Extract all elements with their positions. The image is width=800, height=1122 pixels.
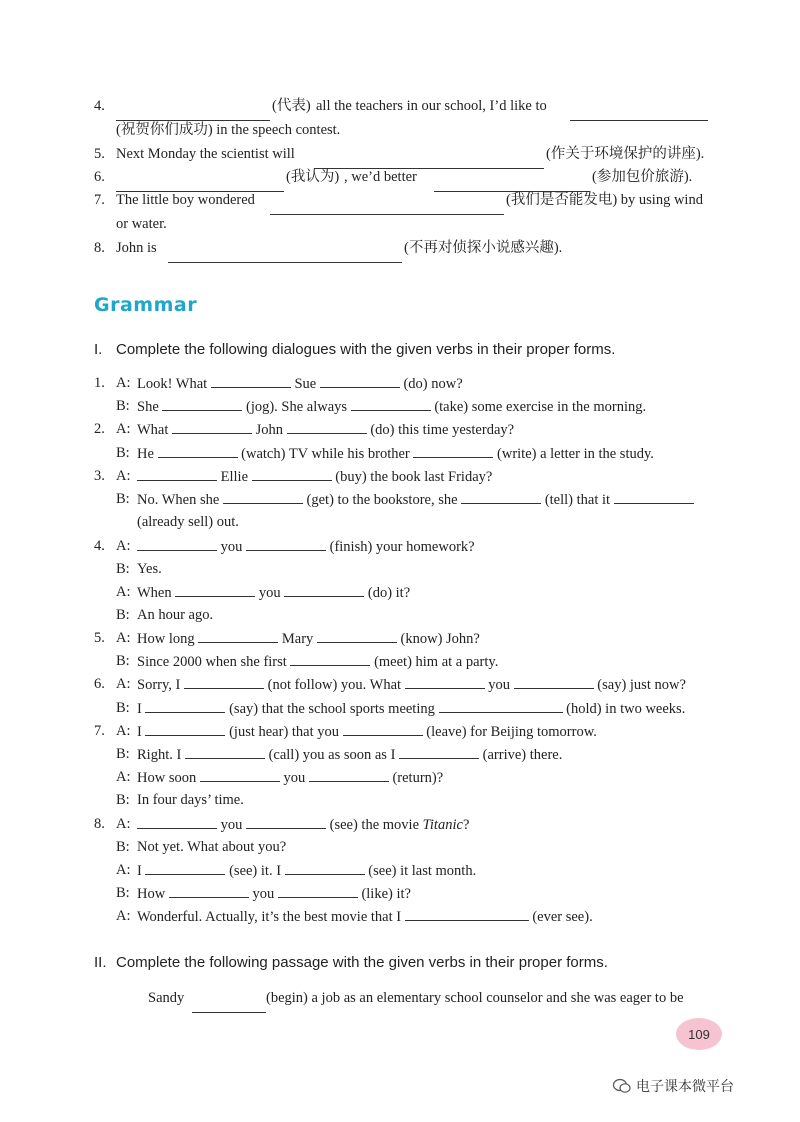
item-text: (祝贺你们成功) in the speech contest. [116, 122, 341, 138]
dialogue-segment: (write) a letter in the study. [493, 446, 654, 462]
dialogue-segment: (jog). She always [242, 399, 351, 415]
watermark-text: 电子课本微平台 [636, 1079, 734, 1095]
speaker-label: B: [116, 561, 130, 577]
speaker-label: B: [116, 746, 130, 762]
dialogue-segment: An hour ago. [137, 607, 214, 623]
dialogue-segment: you [279, 770, 309, 786]
speaker-label: B: [116, 445, 130, 461]
answer-blank[interactable] [223, 489, 303, 504]
answer-blank[interactable] [514, 674, 594, 689]
watermark [612, 1076, 734, 1096]
item-text: or water. [116, 216, 167, 232]
dialogue-segment: you [484, 677, 514, 693]
answer-blank[interactable] [246, 536, 326, 551]
speaker-label: B: [116, 607, 130, 623]
answer-blank[interactable] [145, 721, 225, 736]
speaker-label: A: [116, 769, 131, 785]
dialogue-segment: Right. I [137, 747, 185, 763]
answer-blank[interactable] [314, 144, 544, 168]
answer-blank[interactable] [169, 883, 249, 898]
dialogue-text [137, 767, 443, 788]
dialogue-number: 4. [94, 538, 105, 554]
dialogue-segment: (tell) that it [541, 492, 614, 508]
answer-blank[interactable] [137, 466, 217, 481]
dialogue-text [137, 837, 286, 857]
dialogue-segment: Since 2000 when she first [137, 654, 291, 670]
speaker-label: B: [116, 792, 130, 808]
answer-blank[interactable] [461, 489, 541, 504]
dialogue-segment: (like) it? [357, 886, 411, 902]
answer-blank[interactable] [246, 814, 326, 829]
answer-blank[interactable] [145, 698, 225, 713]
item-text: , we’d better [344, 169, 417, 185]
dialogue-segment: Sorry, I [137, 677, 184, 693]
answer-blank[interactable] [198, 628, 278, 643]
answer-blank[interactable] [399, 744, 479, 759]
dialogue-text [137, 536, 475, 557]
dialogue-segment: What [137, 422, 173, 438]
answer-blank[interactable] [351, 396, 431, 411]
dialogue-text [137, 582, 410, 603]
dialogue-segment: She [137, 399, 163, 415]
dialogue-number: 6. [94, 676, 105, 692]
speaker-label: A: [116, 908, 131, 924]
dialogue-segment: (say) that the school sports meeting [225, 701, 439, 717]
speaker-label: A: [116, 630, 131, 646]
answer-blank[interactable] [137, 814, 217, 829]
dialogue-segment: How long [137, 631, 199, 647]
dialogue-segment: you [248, 886, 278, 902]
answer-blank[interactable] [405, 906, 529, 921]
passage-line [148, 988, 714, 1012]
dialogue-number: 5. [94, 630, 105, 646]
dialogue-text [137, 559, 162, 579]
page-number: 109 [688, 1026, 710, 1042]
dialogue-text [137, 721, 597, 742]
answer-blank[interactable] [405, 674, 485, 689]
dialogue-text [137, 489, 694, 510]
answer-blank[interactable] [168, 238, 402, 262]
answer-blank[interactable] [185, 744, 265, 759]
answer-blank[interactable] [309, 767, 389, 782]
speaker-label: B: [116, 398, 130, 414]
dialogue-segment: Titanic [422, 817, 463, 833]
passage-text: (begin) a job as an elementary school counselor and she was eager to be [266, 990, 684, 1006]
dialogue-segment: you [217, 817, 246, 833]
dialogue-segment: No. When she [137, 492, 223, 508]
dialogue-number: 2. [94, 421, 105, 437]
dialogue-text [137, 605, 213, 625]
speaker-label: A: [116, 538, 131, 554]
dialogue-segment: (finish) your homework? [326, 539, 475, 555]
dialogue-text [137, 512, 239, 532]
answer-blank[interactable] [211, 373, 291, 388]
item-text: The little boy wondered [116, 192, 255, 208]
dialogue-segment: (just hear) that you [225, 724, 343, 740]
section-numeral: I. [94, 341, 103, 358]
dialogue-segment: He [137, 446, 158, 462]
answer-blank[interactable] [200, 767, 280, 782]
dialogue-segment: (do) this time yesterday? [366, 422, 515, 438]
item-number: 5. [94, 146, 105, 162]
answer-blank[interactable] [287, 419, 367, 434]
answer-blank[interactable] [270, 190, 504, 214]
item-4-line-1 [94, 96, 714, 120]
answer-blank[interactable] [116, 167, 284, 191]
hint-text: (不再对侦探小说感兴趣). [404, 240, 563, 256]
speaker-label: A: [116, 421, 131, 437]
dialogue-segment: How [137, 886, 169, 902]
item-4-line-2 [116, 120, 340, 140]
answer-blank[interactable] [145, 860, 225, 875]
item-number: 8. [94, 240, 105, 256]
answer-blank[interactable] [317, 628, 397, 643]
hint-text: (我们是否能发电) by using wind [506, 192, 703, 208]
answer-blank[interactable] [439, 698, 563, 713]
page-number-badge [676, 1018, 722, 1050]
speaker-label: A: [116, 723, 131, 739]
dialogue-segment: (not follow) you. What [263, 677, 405, 693]
item-text: Next Monday the scientist will [116, 146, 295, 162]
dialogue-text [137, 906, 593, 927]
dialogue-text [137, 443, 654, 464]
dialogue-segment: (get) to the bookstore, she [302, 492, 462, 508]
item-text: John is [116, 240, 157, 256]
dialogue-text [137, 396, 646, 417]
answer-blank[interactable] [175, 582, 255, 597]
speaker-label: B: [116, 839, 130, 855]
answer-blank[interactable] [434, 167, 590, 191]
hint-text: (参加包价旅游). [592, 169, 693, 185]
dialogue-segment: Sue [290, 376, 320, 392]
dialogue-segment: (leave) for Beijing tomorrow. [422, 724, 597, 740]
dialogue-number: 3. [94, 468, 105, 484]
answer-blank[interactable] [290, 651, 370, 666]
speaker-label: A: [116, 862, 131, 878]
answer-blank[interactable] [285, 860, 365, 875]
dialogue-segment: (hold) in two weeks. [562, 701, 686, 717]
dialogue-segment: Look! What [137, 376, 211, 392]
dialogue-segment: When [137, 585, 176, 601]
speaker-label: B: [116, 885, 130, 901]
item-number: 6. [94, 169, 105, 185]
answer-blank[interactable] [614, 489, 694, 504]
dialogue-segment: Ellie [217, 469, 252, 485]
dialogue-segment: In four days’ time. [137, 792, 244, 808]
dialogue-segment: Mary [278, 631, 317, 647]
answer-blank[interactable] [413, 443, 493, 458]
dialogue-segment: (say) just now? [593, 677, 686, 693]
item-text: all the teachers in our school, I’d like to [316, 98, 547, 114]
hint-text: (代表) [272, 98, 311, 114]
passage-text: Sandy [148, 990, 185, 1006]
dialogue-segment: Wonderful. Actually, it’s the best movie that I [137, 909, 405, 925]
answer-blank[interactable] [158, 443, 238, 458]
dialogue-text [137, 883, 411, 904]
dialogue-text [137, 674, 686, 695]
dialogue-text [137, 814, 469, 835]
dialogue-segment: (do) it? [364, 585, 411, 601]
speaker-label: A: [116, 816, 131, 832]
hint-text: (我认为) [286, 169, 340, 185]
answer-blank[interactable] [570, 96, 708, 120]
item-7-line-1 [94, 190, 714, 214]
item-number: 4. [94, 98, 105, 114]
dialogue-segment: I [137, 724, 146, 740]
dialogue-segment: John [252, 422, 287, 438]
dialogue-number: 1. [94, 375, 105, 391]
dialogue-text [137, 419, 514, 440]
speaker-label: A: [116, 676, 131, 692]
item-8-line [94, 238, 714, 262]
dialogue-segment: (take) some exercise in the morning. [430, 399, 647, 415]
answer-blank[interactable] [162, 396, 242, 411]
speaker-label: B: [116, 700, 130, 716]
dialogue-segment: (return)? [388, 770, 444, 786]
instruction-text: Complete the following passage with the given verbs in their proper forms. [116, 954, 608, 971]
dialogue-segment: Not yet. What about you? [137, 839, 287, 855]
answer-blank[interactable] [284, 582, 364, 597]
dialogue-segment: (meet) him at a party. [370, 654, 499, 670]
speaker-label: B: [116, 653, 130, 669]
speaker-label: A: [116, 468, 131, 484]
dialogue-segment: (do) now? [399, 376, 463, 392]
answer-blank[interactable] [343, 721, 423, 736]
dialogue-segment: (ever see). [528, 909, 593, 925]
instruction-text: Complete the following dialogues with the given verbs in their proper forms. [116, 341, 616, 358]
dialogue-text [137, 373, 463, 394]
dialogue-segment: (know) John? [396, 631, 480, 647]
dialogue-segment: you [217, 539, 246, 555]
dialogue-segment: Yes. [137, 561, 162, 577]
dialogue-segment: (arrive) there. [479, 747, 563, 763]
dialogue-segment: (already sell) out. [137, 514, 239, 530]
dialogue-text [137, 651, 498, 672]
dialogue-segment: (buy) the book last Friday? [331, 469, 493, 485]
chat-bubble-icon [612, 1077, 632, 1095]
dialogue-segment: ? [462, 817, 470, 833]
answer-blank[interactable] [184, 674, 264, 689]
dialogue-number: 8. [94, 816, 105, 832]
item-7-line-2 [116, 214, 167, 234]
speaker-label: A: [116, 584, 131, 600]
dialogue-text [137, 698, 685, 719]
answer-blank[interactable] [172, 419, 252, 434]
answer-blank[interactable] [252, 466, 332, 481]
grammar-heading: Grammar [94, 294, 198, 316]
dialogue-text [137, 744, 562, 765]
dialogue-segment: I [137, 701, 146, 717]
item-number: 7. [94, 192, 105, 208]
dialogue-segment: (see) it last month. [364, 863, 477, 879]
dialogue-text [137, 860, 476, 881]
item-6-line [94, 167, 714, 191]
answer-blank[interactable] [116, 96, 270, 120]
dialogue-text [137, 628, 480, 649]
answer-blank[interactable] [137, 536, 217, 551]
speaker-label: A: [116, 375, 131, 391]
dialogue-segment: (see) the movie [326, 817, 423, 833]
dialogue-segment: (watch) TV while his brother [237, 446, 414, 462]
section-numeral: II. [94, 954, 107, 971]
speaker-label: B: [116, 491, 130, 507]
dialogue-segment: (call) you as soon as I [264, 747, 400, 763]
section-1-instruction [94, 340, 714, 362]
dialogue-text [137, 466, 492, 487]
dialogue-segment: (see) it. I [225, 863, 285, 879]
item-5-line [94, 144, 714, 168]
answer-blank[interactable] [278, 883, 358, 898]
dialogue-number: 7. [94, 723, 105, 739]
section-2-instruction [94, 953, 714, 975]
dialogue-text [137, 790, 244, 810]
hint-text: (作关于环境保护的讲座). [546, 146, 705, 162]
answer-blank[interactable] [320, 373, 400, 388]
answer-blank[interactable] [192, 988, 266, 1012]
dialogue-segment: I [137, 863, 146, 879]
dialogue-segment: you [255, 585, 285, 601]
dialogue-segment: How soon [137, 770, 200, 786]
